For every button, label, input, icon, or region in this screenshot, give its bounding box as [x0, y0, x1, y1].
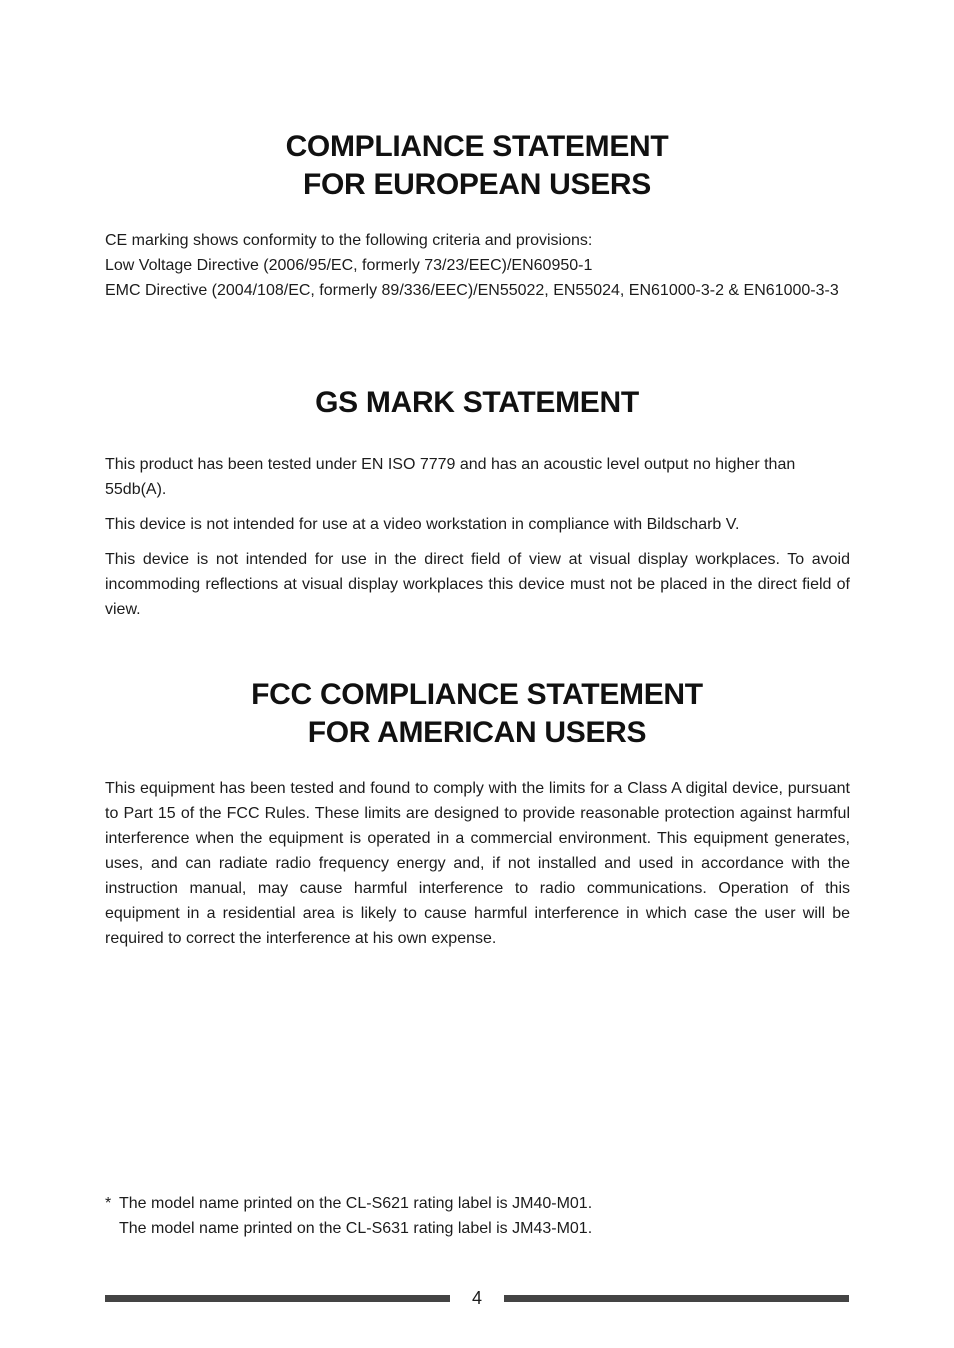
footnote-line-1: [105, 1191, 850, 1216]
page-number: 4: [471, 1288, 482, 1308]
gs-paragraph-3: This device is not intended for use in the direct field of view at visual display workplaces. To avoid incommoding reflections at visual display workplaces this device must not be placed in the direct field of view.: [105, 551, 850, 618]
asterisk-icon: *: [105, 1195, 112, 1212]
footnote-text-2: The model name printed on the CL-S631 rating label is JM43-M01.: [119, 1220, 593, 1237]
footer-rule-left: [105, 1295, 450, 1302]
fcc-paragraph: This equipment has been tested and found to comply with the limits for a Class A digital device, pursuant to Part 15 of the FCC Rules. These limits are designed to provide reasonable protection against harmful interference when the equipment is operated in a commercial environment. This equipment generates, uses, and can radiate radio frequency energy and, if not installed and used in accordance with the instruction manual, may cause harmful interference to radio communications. Operation of this equipment in a residential area is likely to cause harmful interference in which case the user will be required to correct the interference at his own expense.: [105, 780, 850, 947]
eu-emc-line: EMC Directive (2004/108/EC, formerly 89/336/EEC)/EN55022, EN55024, EN61000-3-2 & EN61000-3-3: [105, 282, 839, 299]
eu-compliance-body: [105, 228, 850, 303]
gs-heading-text: GS MARK STATEMENT: [315, 386, 639, 419]
gs-paragraph-2: This device is not intended for use at a video workstation in compliance with Bildscharb V.: [105, 516, 740, 533]
fcc-compliance-body: [105, 776, 850, 951]
eu-low-voltage-line: Low Voltage Directive (2006/95/EC, formerly 73/23/EEC)/EN60950-1: [105, 257, 593, 274]
fcc-heading-line-2: FOR AMERICAN USERS: [307, 716, 647, 749]
eu-heading-line-1: COMPLIANCE STATEMENT: [285, 130, 669, 163]
footnote-text-1: The model name printed on the CL-S621 rating label is JM40-M01.: [119, 1195, 593, 1212]
fcc-heading-line-1: FCC COMPLIANCE STATEMENT: [251, 678, 703, 711]
fcc-compliance-heading: [0, 676, 954, 752]
gs-mark-heading: [0, 384, 954, 422]
gs-mark-body: [105, 452, 850, 622]
footnote-line-2: [105, 1216, 850, 1241]
eu-ce-marking-line: CE marking shows conformity to the following criteria and provisions:: [105, 232, 593, 249]
eu-heading-line-2: FOR EUROPEAN USERS: [303, 168, 651, 201]
gs-paragraph-1: This product has been tested under EN ISO 7779 and has an acoustic level output no higher than 55db(A).: [105, 456, 796, 498]
model-name-footnote: [105, 1191, 850, 1241]
eu-compliance-heading: [0, 128, 954, 204]
footer-rule-right: [504, 1295, 849, 1302]
